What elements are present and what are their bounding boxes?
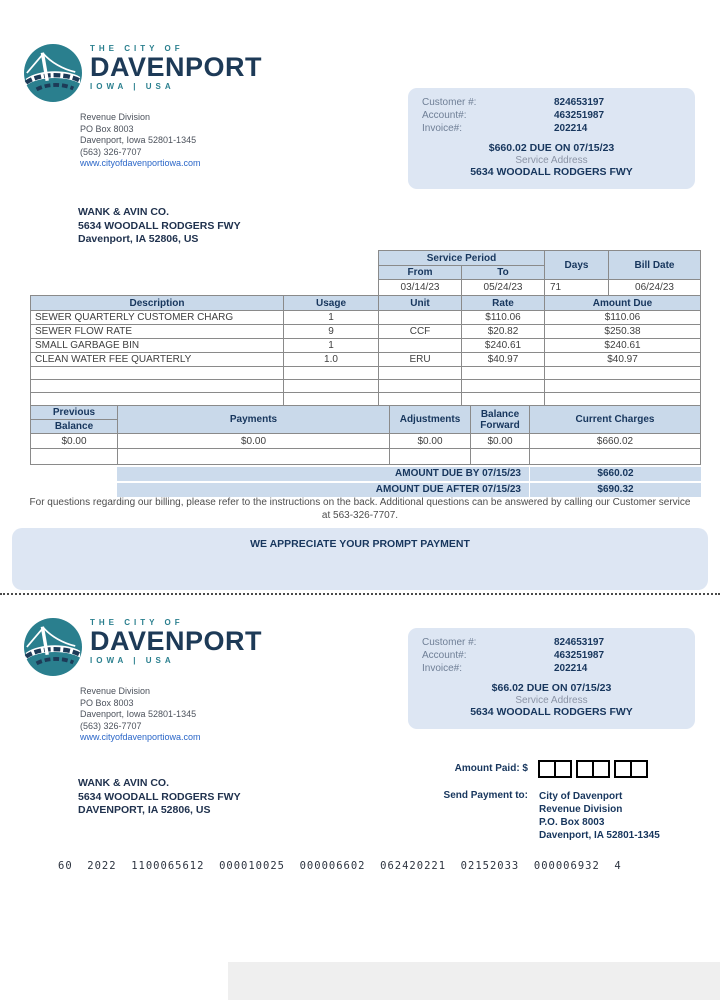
micr-scan-line: 60 2022 1100065612 000010025 000006602 062420221 02152033 000006932 4 bbox=[58, 860, 622, 872]
billing-questions-note: For questions regarding our billing, please refer to the instructions on the back. Additional questions can be answered by calling our Customer service at 563-326-7707. bbox=[29, 497, 691, 521]
sender-website-link: www.cityofdavenportiowa.com bbox=[80, 158, 201, 168]
invoice-number-value: 202214 bbox=[554, 123, 588, 134]
amount-paid-row bbox=[380, 763, 648, 778]
city-logo-stub bbox=[24, 618, 364, 680]
amount-due-after-value: $690.32 bbox=[530, 483, 701, 497]
amount-paid-label: Amount Paid: $ bbox=[454, 763, 528, 774]
logo-city-name: DAVENPORT bbox=[90, 52, 263, 82]
sender-division: Revenue Division bbox=[80, 686, 151, 696]
adjustments-value: $0.00 bbox=[390, 434, 471, 449]
charge-amount: $240.61 bbox=[545, 339, 701, 353]
charge-rate: $40.97 bbox=[462, 353, 545, 367]
charge-unit bbox=[379, 311, 462, 325]
account-number-row bbox=[422, 109, 681, 122]
unit-header: Unit bbox=[379, 296, 462, 311]
amount-paid-boxes bbox=[538, 760, 648, 778]
payee-address-block bbox=[539, 790, 660, 842]
days-value: 71 bbox=[545, 280, 609, 296]
charge-usage: 1 bbox=[284, 339, 379, 353]
charge-unit: CCF bbox=[379, 325, 462, 339]
bill-date-value: 06/24/23 bbox=[609, 280, 701, 296]
service-period-title: Service Period bbox=[379, 251, 545, 266]
service-from-value: 03/14/23 bbox=[379, 280, 462, 296]
amount-due-after-label: AMOUNT DUE AFTER 07/15/23 bbox=[117, 483, 529, 497]
charge-row bbox=[31, 353, 701, 367]
invoice-number-label: Invoice#: bbox=[422, 663, 463, 674]
prompt-payment-banner bbox=[12, 528, 708, 590]
account-info-box bbox=[408, 88, 695, 189]
empty-summary-row bbox=[31, 449, 701, 465]
sender-city: Davenport, Iowa 52801-1345 bbox=[80, 709, 197, 719]
send-payment-row bbox=[380, 790, 660, 842]
description-header: Description bbox=[31, 296, 284, 311]
empty-charge-row bbox=[31, 380, 701, 393]
logo-wordmark bbox=[90, 44, 262, 91]
sender-phone: (563) 326-7707 bbox=[80, 720, 142, 731]
invoice-number-row bbox=[422, 662, 681, 675]
payee-po-box: P.O. Box 8003 bbox=[539, 817, 605, 828]
amount-due-after-row bbox=[117, 483, 701, 497]
charge-row bbox=[31, 325, 701, 339]
amount-due-header: Amount Due bbox=[545, 296, 701, 311]
charge-description: CLEAN WATER FEE QUARTERLY bbox=[31, 353, 284, 367]
bill-date-header: Bill Date bbox=[609, 251, 701, 280]
account-number-row bbox=[422, 649, 681, 662]
amount-due-line: $660.02 DUE ON 07/15/23 bbox=[488, 142, 615, 154]
service-period-table bbox=[378, 250, 701, 296]
previous-balance-value: $0.00 bbox=[31, 434, 118, 449]
charge-row bbox=[31, 311, 701, 325]
payee-city: Davenport, IA 52801-1345 bbox=[539, 830, 660, 841]
account-number-label: Account#: bbox=[422, 110, 467, 121]
recipient-name: WANK & AVIN CO. bbox=[78, 777, 169, 789]
rate-header: Rate bbox=[462, 296, 545, 311]
sender-division: Revenue Division bbox=[80, 112, 151, 122]
amount-paid-box bbox=[592, 760, 610, 778]
summary-values-row bbox=[31, 434, 701, 449]
amount-due-by-value: $660.02 bbox=[530, 467, 701, 481]
invoice-number-label: Invoice#: bbox=[422, 123, 463, 134]
bridge-logo-icon bbox=[24, 618, 82, 676]
logo-tagline-top: THE CITY OF bbox=[90, 44, 184, 53]
charge-amount: $250.38 bbox=[545, 325, 701, 339]
charge-description: SEWER FLOW RATE bbox=[31, 325, 284, 339]
invoice-number-row bbox=[422, 122, 681, 135]
amount-due-line-stub: $66.02 DUE ON 07/15/23 bbox=[491, 682, 612, 694]
sender-po-box: PO Box 8003 bbox=[80, 123, 134, 134]
payments-value: $0.00 bbox=[118, 434, 390, 449]
logo-wordmark bbox=[90, 618, 262, 665]
customer-number-value: 824653197 bbox=[554, 637, 605, 648]
service-address-value: 5634 WOODALL RODGERS FWY bbox=[470, 706, 633, 718]
logo-tagline-top: THE CITY OF bbox=[90, 618, 184, 627]
recipient-street: 5634 WOODALL RODGERS FWY bbox=[78, 219, 241, 232]
previous-balance-header: Previous Balance bbox=[31, 406, 118, 434]
recipient-address-block-stub bbox=[78, 777, 241, 818]
service-address-label: Service Address bbox=[515, 695, 588, 706]
current-charges-header: Current Charges bbox=[530, 406, 701, 434]
account-info-box-stub bbox=[408, 628, 695, 729]
usage-header: Usage bbox=[284, 296, 379, 311]
charge-unit bbox=[379, 339, 462, 353]
service-address-label: Service Address bbox=[515, 155, 588, 166]
charge-usage: 9 bbox=[284, 325, 379, 339]
bridge-logo-icon bbox=[24, 44, 82, 102]
balance-forward-value: $0.00 bbox=[471, 434, 530, 449]
send-payment-label: Send Payment to: bbox=[443, 790, 528, 801]
customer-number-label: Customer #: bbox=[422, 637, 477, 648]
charge-amount: $110.06 bbox=[545, 311, 701, 325]
sender-city: Davenport, Iowa 52801-1345 bbox=[80, 135, 197, 145]
charge-usage: 1.0 bbox=[284, 353, 379, 367]
balance-summary-table bbox=[30, 405, 701, 465]
balance-forward-header: Balance Forward bbox=[471, 406, 530, 434]
payee-division: Revenue Division bbox=[539, 804, 623, 815]
sender-address-block bbox=[80, 112, 201, 170]
charge-amount: $40.97 bbox=[545, 353, 701, 367]
invoice-number-value: 202214 bbox=[554, 663, 588, 674]
charge-rate: $110.06 bbox=[462, 311, 545, 325]
recipient-city: DAVENPORT, IA 52806, US bbox=[78, 804, 211, 816]
charge-rate: $20.82 bbox=[462, 325, 545, 339]
recipient-city: Davenport, IA 52806, US bbox=[78, 233, 199, 245]
account-number-value: 463251987 bbox=[554, 110, 605, 121]
service-address-value: 5634 WOODALL RODGERS FWY bbox=[470, 166, 633, 178]
sender-website-link: www.cityofdavenportiowa.com bbox=[80, 732, 201, 742]
days-header: Days bbox=[545, 251, 609, 280]
charge-description: SMALL GARBAGE BIN bbox=[31, 339, 284, 353]
recipient-street: 5634 WOODALL RODGERS FWY bbox=[78, 790, 241, 803]
amount-due-by-row bbox=[117, 467, 701, 481]
recipient-address-block bbox=[78, 206, 241, 247]
current-charges-value: $660.02 bbox=[530, 434, 701, 449]
amount-paid-box bbox=[630, 760, 648, 778]
charge-usage: 1 bbox=[284, 311, 379, 325]
logo-city-name: DAVENPORT bbox=[90, 626, 263, 656]
empty-charge-row bbox=[31, 393, 701, 406]
to-header: To bbox=[462, 266, 545, 280]
from-header: From bbox=[379, 266, 462, 280]
account-number-value: 463251987 bbox=[554, 650, 605, 661]
perforation-line bbox=[0, 593, 720, 595]
sender-phone: (563) 326-7707 bbox=[80, 146, 142, 157]
amount-due-by-label: AMOUNT DUE BY 07/15/23 bbox=[117, 467, 529, 481]
charge-description: SEWER QUARTERLY CUSTOMER CHARG bbox=[31, 311, 284, 325]
service-to-value: 05/24/23 bbox=[462, 280, 545, 296]
recipient-name: WANK & AVIN CO. bbox=[78, 206, 169, 218]
scan-artifact bbox=[228, 962, 720, 1000]
charge-row bbox=[31, 339, 701, 353]
customer-number-label: Customer #: bbox=[422, 97, 477, 108]
city-logo bbox=[24, 44, 364, 106]
charges-table bbox=[30, 295, 701, 406]
prompt-payment-text: WE APPRECIATE YOUR PROMPT PAYMENT bbox=[250, 538, 470, 550]
customer-number-row bbox=[422, 96, 681, 109]
empty-charge-row bbox=[31, 367, 701, 380]
payments-header: Payments bbox=[118, 406, 390, 434]
customer-number-value: 824653197 bbox=[554, 97, 605, 108]
amount-paid-box bbox=[554, 760, 572, 778]
payee-name: City of Davenport bbox=[539, 791, 623, 802]
account-number-label: Account#: bbox=[422, 650, 467, 661]
sender-po-box: PO Box 8003 bbox=[80, 697, 134, 708]
sender-address-block-stub bbox=[80, 686, 201, 744]
charge-unit: ERU bbox=[379, 353, 462, 367]
logo-tagline-bottom: IOWA | USA bbox=[90, 656, 175, 666]
charge-rate: $240.61 bbox=[462, 339, 545, 353]
adjustments-header: Adjustments bbox=[390, 406, 471, 434]
logo-tagline-bottom: IOWA | USA bbox=[90, 82, 175, 92]
customer-number-row bbox=[422, 636, 681, 649]
